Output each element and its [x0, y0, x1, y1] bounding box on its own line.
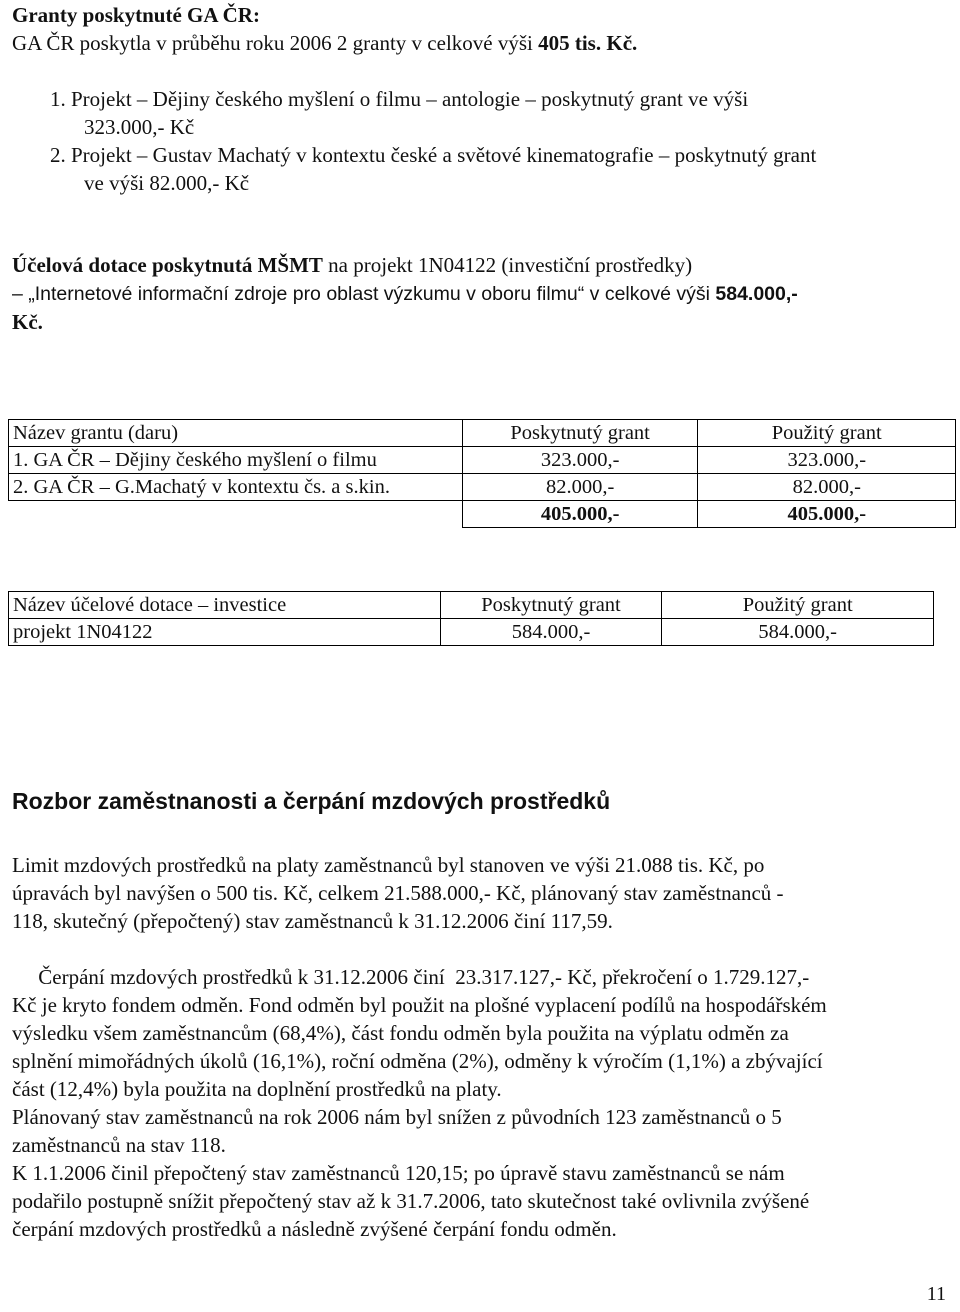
grant-item-1-line1: 1. Projekt – Dějiny českého myšlení o filmu – antologie – poskytnutý grant ve výši [50, 87, 749, 111]
table-cell: 1. GA ČR – Dějiny českého myšlení o filmu [9, 447, 463, 474]
table-row [9, 619, 934, 646]
msmt-line3: Kč. [12, 310, 43, 334]
table-header-cell: Použitý grant [698, 420, 956, 447]
grant-item-1-line2: 323.000,- Kč [84, 115, 195, 139]
msmt-line2: – „Internetové informační zdroje pro oblast výzkumu v oboru filmu“ v celkové výši 584.000,- [12, 283, 798, 305]
table-header-cell: Poskytnutý grant [440, 592, 662, 619]
table-empty-cell [9, 501, 463, 528]
wages-heading: Rozbor zaměstnanosti a čerpání mzdových prostředků [12, 788, 611, 814]
table-cell: 323.000,- [698, 447, 956, 474]
table-header-cell: Název účelové dotace – investice [9, 592, 441, 619]
table-row [9, 447, 956, 474]
table-header-cell: Název grantu (daru) [9, 420, 463, 447]
table-header-row [9, 420, 956, 447]
grants-heading: Granty poskytnuté GA ČR: [12, 3, 260, 27]
investment-table [8, 591, 934, 646]
table-cell: 82.000,- [698, 474, 956, 501]
table-cell: 2. GA ČR – G.Machatý v kontextu čs. a s.kin. [9, 474, 463, 501]
wages-p2-line: Plánovaný stav zaměstnanců na rok 2006 nám byl snížen z původních 123 zaměstnanců o 5 [12, 1105, 782, 1129]
table-cell: projekt 1N04122 [9, 619, 441, 646]
table-cell: 584.000,- [662, 619, 934, 646]
wages-p2-line: zaměstnanců na stav 118. [12, 1133, 226, 1157]
wages-p2-line: K 1.1.2006 činil přepočtený stav zaměstnanců 120,15; po úpravě stavu zaměstnanců se nám [12, 1161, 785, 1185]
wages-p2-line: Čerpání mzdových prostředků k 31.12.2006 činí 23.317.127,- Kč, překročení o 1.729.127,- [12, 965, 810, 989]
wages-p1-line: 118, skutečný (přepočtený) stav zaměstnanců k 31.12.2006 činí 117,59. [12, 909, 613, 933]
wages-p2-line: čerpání mzdových prostředků a následně zvýšené čerpání fondu odměn. [12, 1217, 617, 1241]
grants-intro: GA ČR poskytla v průběhu roku 2006 2 granty v celkové výši 405 tis. Kč. [12, 31, 638, 55]
msmt-line1: Účelová dotace poskytnutá MŠMT na projekt 1N04122 (investiční prostředky) [12, 253, 693, 277]
table-cell: 323.000,- [462, 447, 698, 474]
grant-item-2-line2: ve výši 82.000,- Kč [84, 171, 250, 195]
table-cell: 82.000,- [462, 474, 698, 501]
table-row [9, 474, 956, 501]
table-header-cell: Použitý grant [662, 592, 934, 619]
table-cell: 584.000,- [440, 619, 662, 646]
table-header-row [9, 592, 934, 619]
wages-p2-line: výsledku všem zaměstnancům (68,4%), část fondu odměn byla použita na výplatu odměn za [12, 1021, 789, 1045]
table-total-cell: 405.000,- [462, 501, 698, 528]
table-total-row [9, 501, 956, 528]
wages-p2-line: Kč je kryto fondem odměn. Fond odměn byl použit na plošné vyplacení podílů na hospodářském [12, 993, 827, 1017]
wages-p1-line: úpravách byl navýšen o 500 tis. Kč, celkem 21.588.000,- Kč, plánovaný stav zaměstnanců - [12, 881, 784, 905]
wages-p2-line: část (12,4%) byla použita na doplnění prostředků na platy. [12, 1077, 502, 1101]
wages-p2-line: podařilo postupně snížit přepočtený stav až k 31.7.2006, tato skutečnost také ovlivnila zvýšené [12, 1189, 810, 1213]
wages-p2-line: splnění mimořádných úkolů (16,1%), roční odměna (2%), odměny k výročím (1,1%) a zbývající [12, 1049, 823, 1073]
wages-p1-line: Limit mzdových prostředků na platy zaměstnanců byl stanoven ve výši 21.088 tis. Kč, po [12, 853, 765, 877]
table-total-cell: 405.000,- [698, 501, 956, 528]
grant-table [8, 419, 956, 528]
table-header-cell: Poskytnutý grant [462, 420, 698, 447]
page-number: 11 [926, 1283, 946, 1305]
grant-item-2-line1: 2. Projekt – Gustav Machatý v kontextu české a světové kinematografie – poskytnutý grant [50, 143, 817, 167]
